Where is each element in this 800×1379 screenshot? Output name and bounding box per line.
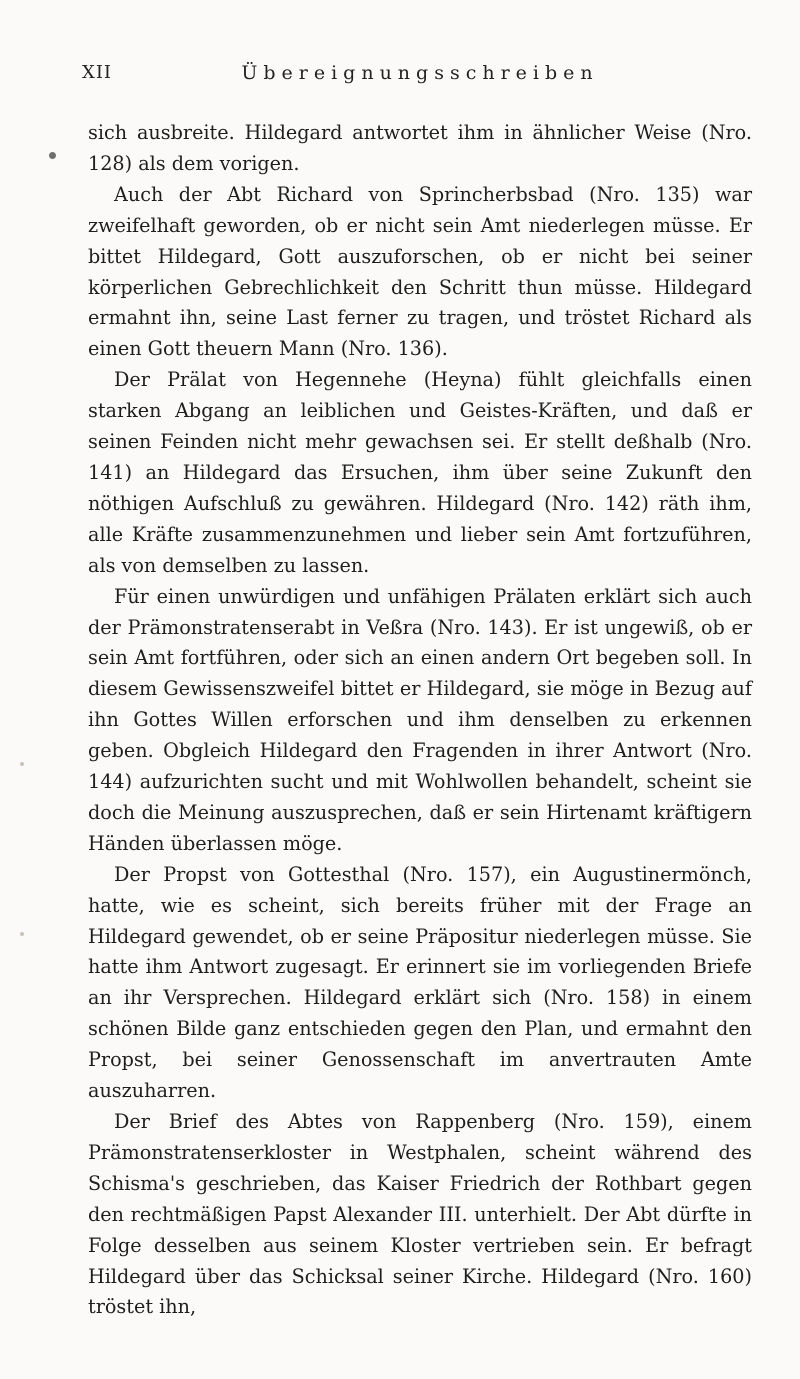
- paragraph-4: Für einen unwürdigen und unfähigen Prälaten erklärt sich auch der Prämonstratenserabt in Veßra (Nro. 143). Er ist ungewiß, ob er sein Amt fortführen, oder sich an einen andern Ort begeben soll. In diesem Gewissenszweifel bittet er Hildegard, sie möge in Bezug auf ihn Gottes Willen erforschen und ihm denselben zu erkennen geben. Obgleich Hildegard den Fragenden in ihrer Antwort (Nro. 144) aufzurichten sucht und mit Wohlwollen behandelt, scheint sie doch die Meinung auszusprechen, daß er sein Hirtenamt kräftigern Händen überlassen möge.: [88, 584, 752, 855]
- paragraph-5: Der Propst von Gottesthal (Nro. 157), ein Augustinermönch, hatte, wie es scheint, sich bereits früher mit der Frage an Hildegard gewendet, ob er seine Präpositur niederlegen müsse. Sie hatte ihm Antwort zugesagt. Er erinnert sie im vorliegenden Briefe an ihr Versprechen. Hildegard erklärt sich (Nro. 158) in einem schönen Bilde ganz entschieden gegen den Plan, und ermahnt den Propst, bei seiner Genossenschaft im anvertrauten Amte auszuharren.: [88, 862, 752, 1103]
- page-header: [82, 62, 742, 92]
- body-text: [88, 118, 752, 1323]
- paragraph-6: Der Brief des Abtes von Rappenberg (Nro. 159), einem Prämonstratenserkloster in Westphalen, scheint während des Schisma's geschrieben, das Kaiser Friedrich der Rothbart gegen den rechtmäßigen Papst Alexander III. unterhielt. Der Abt dürfte in Folge desselben aus seinem Kloster vertrieben sein. Er befragt Hildegard über das Schicksal seiner Kirche. Hildegard (Nro. 160) tröstet ihn,: [88, 1110, 752, 1319]
- paragraph-2: Auch der Abt Richard von Sprincherbsbad (Nro. 135) war zweifelhaft geworden, ob er nicht sein Amt niederlegen müsse. Er bittet Hildegard, Gott auszuforschen, ob er nicht bei seiner körperlichen Gebrechlichkeit den Schritt thun müsse. Hildegard ermahnt ihn, seine Last ferner zu tragen, und tröstet Richard als einen Gott theuern Mann (Nro. 136).: [88, 182, 752, 361]
- margin-mark: [49, 152, 56, 159]
- page-number: XII: [82, 62, 113, 83]
- paper-speck: [20, 762, 24, 766]
- paragraph-1: sich ausbreite. Hildegard antwortet ihm in ähnlicher Weise (Nro. 128) als dem vorigen.: [88, 121, 752, 175]
- paragraph-3: Der Prälat von Hegennehe (Heyna) fühlt gleichfalls einen starken Abgang an leiblichen und Geistes-Kräften, und daß er seinen Feinden nicht mehr gewachsen sei. Er stellt deßhalb (Nro. 141) an Hildegard das Ersuchen, ihm über seine Zukunft den nöthigen Aufschluß zu gewähren. Hildegard (Nro. 142) räth ihm, alle Kräfte zusammenzunehmen und lieber sein Amt fortzuführen, als von demselben zu lassen.: [88, 368, 752, 577]
- paper-speck: [20, 932, 24, 936]
- running-title: Übereignungsschreiben: [241, 62, 599, 84]
